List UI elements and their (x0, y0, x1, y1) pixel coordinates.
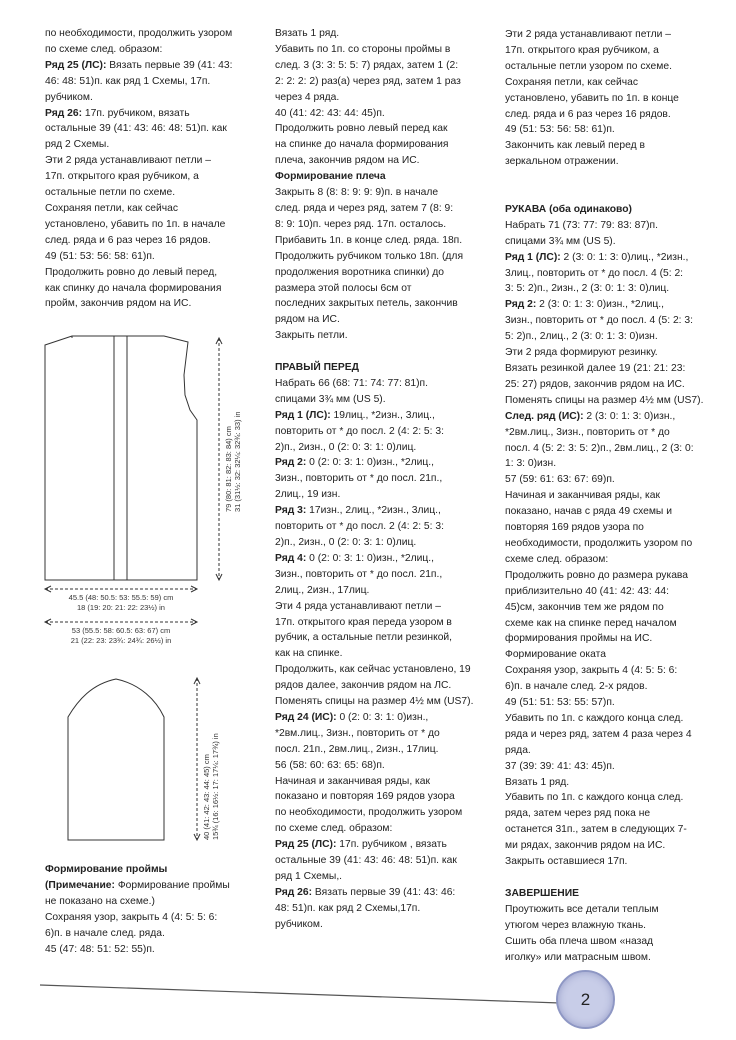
text-line: след. ряда и 6 раз через 16 рядов. (505, 108, 671, 120)
text-line: 45)см, закончив тем же рядом по (505, 601, 664, 613)
text-line: Продолжить ровно до левый перед, (45, 266, 218, 278)
text-line: по необходимости, продолжить узором (275, 807, 463, 819)
text-line: след. ряда и через ряд, затем 7 (8: 9: (275, 202, 454, 214)
text-line: Убавить по 1п. с каждого конца след. (505, 792, 684, 804)
text-line: 49 (51: 53: 56: 58: 61)п. (45, 250, 155, 262)
text-line: 1: 3: 0)изн. (505, 458, 557, 470)
column-3 (505, 27, 705, 965)
text-line: Ряд 3: 17изн., 2лиц., *2изн., 3лиц., (275, 505, 441, 517)
body-schematic (45, 336, 222, 625)
svg-text:21 (22: 23: 23¾: 24¾: 26½) in: 21 (22: 23: 23¾: 24¾: 26½) in (70, 636, 172, 645)
text-line: повторяя 169 рядов узора по (505, 522, 644, 534)
text-line: рядов далее, закончив рядом на ЛС. (275, 680, 452, 692)
text-line: Эти 2 ряда устанавливают петли – (505, 29, 671, 40)
column-2 (275, 26, 480, 933)
page-number: 2 (556, 970, 615, 1029)
text-line: ми рядах, закончив рядом на ИС. (505, 840, 666, 852)
svg-text:15¾ (16: 16½: 17: 17¼: 17¾) in: 15¾ (16: 16½: 17: 17¼: 17¾) in (211, 733, 220, 840)
text-line: иголку» или матрасным швом. (505, 951, 651, 963)
text-line: 40 (41: 42: 43: 44: 45)п. (275, 107, 385, 119)
text-line: 3изн., повторить от * до посл. 21п., (275, 568, 443, 580)
text-line: *2вм.лиц., 3изн., повторить от * до (275, 727, 440, 739)
text-line: продолжения воротника спинки) до (275, 266, 445, 278)
text-line: посл. 4 (5: 2: 3: 5: 2)п., 2вм.лиц., 2 (3: 0: (505, 442, 694, 454)
text-line: установлено, убавить по 1п. в начале (45, 218, 226, 230)
text-line: формирования проймы на ИС. (505, 633, 653, 645)
sleeve-length-label (202, 733, 220, 840)
text-line: спицами 3¾ мм (US 5). (275, 393, 386, 405)
text-line: Ряд 25 (ЛС): Вязать первые 39 (41: 43: (45, 59, 233, 71)
text-line: повторить от * до посл. 2 (4: 2: 5: 3: (275, 521, 444, 533)
text-line: показано и повторяя 169 рядов узора (275, 791, 455, 803)
text-line: 3изн., повторить от * до посл. 21п., (275, 473, 443, 485)
text-line: 2: 2: 2: 2) раз(а) через ряд, затем 1 раз (275, 75, 461, 87)
text-line: Закрыть оставшиеся 17п. (505, 856, 628, 868)
text-line: 49 (51: 53: 56: 58: 61)п. (505, 124, 615, 136)
text-line: Вязать 1 ряд. (505, 776, 570, 788)
text-line: Ряд 1 (ЛС): 19лиц., *2изн., 3лиц., (275, 409, 435, 421)
text-line: останется 31п., затем в следующих 7- (505, 824, 687, 836)
text-line: Формирование проймы (45, 864, 168, 875)
text-line: на спинке до начала формирования (275, 139, 449, 151)
text-line: Закрыть 8 (8: 8: 9: 9: 9)п. в начале (275, 187, 439, 199)
svg-text:79 (80: 81: 82: 83: 84) cm: 79 (80: 81: 82: 83: 84) cm (224, 426, 233, 512)
text-line: 37 (39: 39: 41: 43: 45)п. (505, 760, 615, 772)
text-line: ряда и через ряд, затем 4 раза через 4 (505, 728, 692, 740)
sleeve-schematic (68, 678, 200, 840)
svg-text:31 (31½: 32: 32¼: 32¾: 33) in: 31 (31½: 32: 32¼: 32¾: 33) in (233, 411, 242, 512)
text-line: Убавить по 1п. со стороны проймы в (275, 43, 451, 55)
text-line: ряд 2 Схемы. (45, 139, 110, 151)
text-line: схеме как на спинке перед началом (505, 617, 677, 629)
text-line: Ряд 26: 17п. рубчиком, вязать (45, 107, 190, 119)
text-line: 5: 2)п., 2лиц., 2 (3: 0: 1: 3: 0)изн. (505, 331, 658, 343)
text-line: след. ряда и 6 раз через 16 рядов. (45, 234, 211, 246)
text-line: 8: 9: 10)п. через ряд. 17п. осталось. (275, 218, 447, 230)
text-line: размера этой полосы 6см от (275, 282, 412, 294)
text-line: 25: 27) рядов, закончив рядом на ИС. (505, 378, 685, 390)
text-line: Ряд 4: 0 (2: 0: 3: 1: 0)изн., *2лиц., (275, 552, 434, 564)
text-line: зеркальном отражении. (505, 156, 619, 168)
text-line: Убавить по 1п. с каждого конца след. (505, 712, 684, 724)
text-line: Набрать 66 (68: 71: 74: 77: 81)п. (275, 377, 428, 389)
text-line: ряда. (505, 744, 531, 756)
text-line: Проутюжить все детали теплым (505, 903, 659, 915)
text-line: *2вм.лиц., 3изн., повторить от * до (505, 426, 670, 438)
text-line: Сохраняя узор, закрыть 4 (4: 5: 5: 6: (45, 911, 218, 923)
text-line: 56 (58: 60: 63: 65: 68)п. (275, 759, 385, 771)
text-line: необходимости, продолжить узором по (505, 537, 693, 549)
text-line: по схеме след. образом: (45, 43, 163, 55)
text-line: показано, начав с ряда 49 схемы и (505, 506, 672, 518)
text-line: 17п. открытого края рубчиком, а (505, 44, 659, 56)
text-line: Закончить как левый перед в (505, 140, 645, 152)
text-line: повторить от * до посл. 2 (4: 2: 5: 3: (275, 425, 444, 437)
text-line: Эти 2 ряда устанавливают петли – (45, 155, 211, 167)
text-line: ЗАВЕРШЕНИЕ (505, 887, 579, 899)
text-line: Формирование оката (505, 649, 606, 661)
text-line: рубчик, а остальные петли резинкой, (275, 632, 453, 644)
text-line: 2лиц., 2изн., 17лиц. (275, 584, 370, 596)
text-line: остальные 39 (41: 43: 46: 48: 51)п. как (275, 855, 457, 867)
body-width-labels (69, 593, 174, 645)
text-line: 2лиц., 19 изн. (275, 489, 341, 501)
text-line: не показано на схеме.) (45, 895, 155, 907)
text-line: как спинку до начала формирования (45, 282, 222, 294)
text-line: Начиная и заканчивая ряды, как (505, 490, 661, 502)
text-line: Эти 2 ряда формируют резинку. (505, 347, 658, 359)
text-line: остальные петли по схеме. (45, 187, 176, 199)
text-line: Вязать резинкой далее 19 (21: 21: 23: (505, 363, 686, 374)
text-line: Продолжить ровно до размера рукава (505, 569, 688, 581)
text-line: плеча, закончив рядом на ИС. (275, 155, 420, 167)
text-line: След. ряд (ИС): 2 (3: 0: 1: 3: 0)изн., (505, 410, 676, 422)
text-line: рубчиком. (275, 918, 323, 930)
text-line: ряда, затем через ряд пока не (505, 808, 651, 820)
text-line: Продолжить ровно левый перед как (275, 123, 448, 135)
footer-rule (40, 985, 560, 1003)
text-line: Продолжить, как сейчас установлено, 19 (275, 664, 471, 676)
text-line: 17п. открытого края переда узором в (275, 616, 452, 628)
text-line: 45 (47: 48: 51: 52: 55)п. (45, 943, 155, 955)
text-line: Ряд 25 (ЛС): 17п. рубчиком , вязать (275, 839, 447, 851)
text-line: Сшить оба плеча швом «назад (505, 935, 654, 947)
text-line: 46: 48: 51)п. как ряд 1 Схемы, 17п. (45, 75, 211, 87)
text-line: по необходимости, продолжить узором (45, 28, 233, 39)
text-line: рубчиком. (45, 91, 93, 103)
text-line: как на спинке. (275, 648, 343, 660)
text-line (505, 170, 705, 186)
text-line: Сохраняя петли, как сейчас (505, 76, 638, 88)
text-line: Эти 4 ряда устанавливают петли – (275, 600, 441, 612)
text-line: Сохраняя петли, как сейчас (45, 202, 178, 214)
text-line: 6)п. в начале след. ряда. (45, 927, 165, 939)
text-line: установлено, убавить по 1п. в конце (505, 92, 679, 104)
text-line: Закрыть петли. (275, 330, 348, 342)
text-line: 48: 51)п. как ряд 2 Схемы,17п. (275, 902, 421, 914)
text-line: РУКАВА (оба одинаково) (505, 203, 632, 215)
text-line: Ряд 2: 0 (2: 0: 3: 1: 0)изн., *2лиц., (275, 457, 434, 469)
body-height-label (224, 412, 242, 513)
text-line: Формирование плеча (275, 171, 386, 183)
text-line (505, 186, 705, 202)
text-line: последних закрытых петель, закончив (275, 298, 458, 310)
text-line: Сохраняя узор, закрыть 4 (4: 5: 5: 6: (505, 665, 678, 677)
text-line: Продолжить рубчиком только 18п. (для (275, 250, 464, 262)
text-line: рядом на ИС. (275, 314, 340, 326)
text-line: Ряд 2: 2 (3: 0: 1: 3: 0)изн., *2лиц., (505, 299, 664, 311)
text-line: 6)п. в начале след. 2-х рядов. (505, 681, 648, 693)
text-line: (Примечание: Формирование проймы (45, 879, 230, 891)
svg-text:40 (41: 42: 43: 44: 45) cm: 40 (41: 42: 43: 44: 45) cm (202, 754, 211, 840)
text-line: остальные 39 (41: 43: 46: 48: 51)п. как (45, 123, 227, 135)
text-line: 3: 5: 2)п., 2изн., 2 (3: 0: 1: 3: 0)лиц. (505, 283, 670, 295)
text-line: схеме след. образом: (505, 553, 609, 565)
text-line: 17п. открытого края рубчиком, а (45, 171, 199, 183)
text-line: Начиная и заканчивая ряды, как (275, 775, 431, 787)
text-line: 3изн., повторить от * до посл. 4 (5: 2: 3: (505, 315, 693, 327)
text-line: Прибавить 1п. в конце след. ряда. 18п. (275, 234, 463, 246)
svg-text:45.5 (48: 50.5: 53: 55.5: 59): 45.5 (48: 50.5: 53: 55.5: 59) cm (68, 593, 174, 602)
text-line (275, 344, 480, 360)
text-line: через 4 ряда. (275, 91, 340, 103)
text-line: посл. 21п., 2вм.лиц., 2изн., 17лиц. (275, 743, 439, 755)
text-line: Вязать 1 ряд. (275, 28, 340, 39)
text-line: Ряд 1 (ЛС): 2 (3: 0: 1: 3: 0)лиц., *2изн., (505, 251, 689, 263)
text-line: Ряд 24 (ИС): 0 (2: 0: 3: 1: 0)изн., (275, 711, 429, 723)
text-line: пройм, закончив рядом на ИС. (45, 298, 192, 310)
svg-text:53 (55.5: 58: 60.5: 63: 67) cm: 53 (55.5: 58: 60.5: 63: 67) cm (71, 626, 171, 635)
text-line: приблизительно 40 (41: 42: 43: 44: (505, 585, 669, 597)
text-line: Ряд 26: Вязать первые 39 (41: 43: 46: (275, 886, 456, 898)
text-line (505, 870, 705, 886)
text-line: 3лиц., повторить от * до посл. 4 (5: 2: (505, 267, 684, 279)
column-1-bottom (45, 862, 240, 957)
text-line: ряд 1 Схемы,. (275, 871, 343, 883)
text-line: след. 3 (3: 3: 5: 5: 7) рядах, затем 1 (2: (275, 59, 459, 71)
text-line: 2)п., 2изн., 0 (2: 0: 3: 1: 0)лиц. (275, 536, 417, 548)
text-line: Поменять спицы на размер 4½ мм (US7). (275, 696, 474, 708)
svg-text:18 (19: 20: 21: 22: 23½) in: 18 (19: 20: 21: 22: 23½) in (77, 603, 165, 612)
text-line: 2)п., 2изн., 0 (2: 0: 3: 1: 0)лиц. (275, 441, 417, 453)
text-line: остальные петли узором по схеме. (505, 60, 672, 72)
text-line: Поменять спицы на размер 4½ мм (US7). (505, 394, 704, 406)
text-line: Набрать 71 (73: 77: 79: 83: 87)п. (505, 219, 658, 231)
text-line: ПРАВЫЙ ПЕРЕД (275, 362, 359, 374)
text-line: 57 (59: 61: 63: 67: 69)п. (505, 474, 615, 486)
text-line: 49 (51: 51: 53: 55: 57)п. (505, 697, 615, 709)
text-line: спицами 3¾ мм (US 5). (505, 235, 616, 247)
text-line: утюгом через влажную ткань. (505, 919, 647, 931)
text-line: по схеме след. образом: (275, 823, 393, 835)
